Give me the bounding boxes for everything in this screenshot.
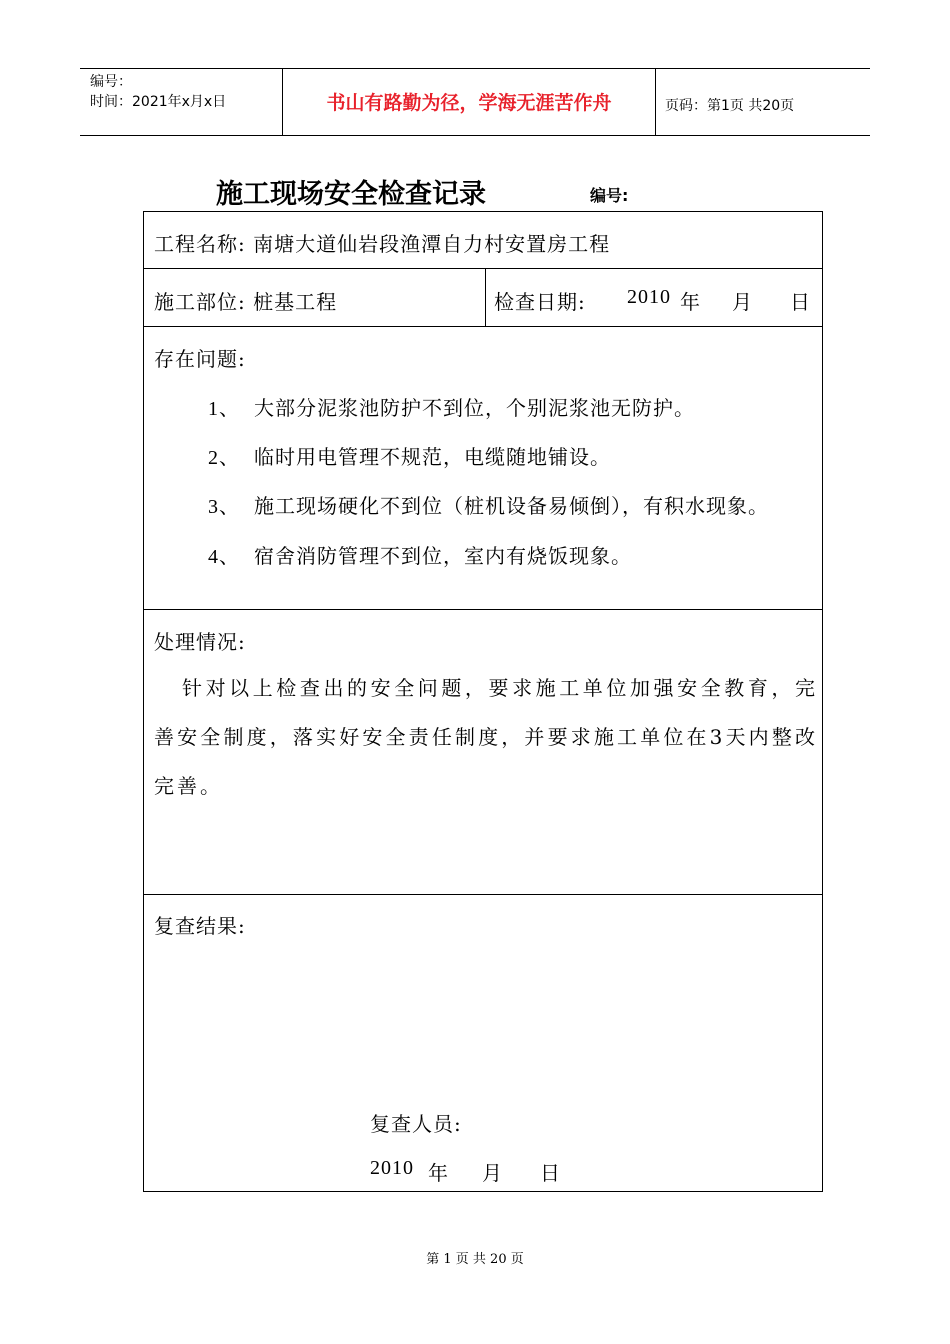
project-name: 工程名称: 南塘大道仙岩段渔潭自力村安置房工程	[154, 232, 611, 256]
problem-item-text: 宿舍消防管理不到位，室内有烧饭现象。	[254, 544, 632, 568]
table-rule-1	[143, 268, 823, 269]
table-rule-4	[143, 894, 823, 895]
header-bottom-rule	[80, 135, 870, 136]
header-page-info: 页码：第1页 共20页	[665, 98, 795, 114]
header-motto: 书山有路勤为径，学海无涯苦作舟	[326, 92, 612, 114]
reviewer-label: 复查人员:	[370, 1112, 462, 1136]
inspection-date-label: 检查日期:	[494, 290, 586, 314]
table-date-divider	[485, 268, 486, 326]
review-date-month-unit: 月	[482, 1161, 503, 1185]
review-heading: 复查结果:	[154, 914, 246, 938]
problem-item-num: 2、	[208, 447, 240, 469]
review-date-year-unit: 年	[428, 1161, 449, 1185]
handling-heading: 处理情况:	[154, 630, 246, 654]
document-number-label: 编号:	[590, 186, 629, 205]
page-footer: 第 1 页 共 20 页	[426, 1252, 524, 1267]
header-number-label: 编号：	[90, 74, 132, 90]
header-top-rule	[80, 68, 870, 69]
inspection-date-month-unit: 月	[732, 290, 753, 314]
problem-item-text: 大部分泥浆池防护不到位，个别泥浆池无防护。	[254, 396, 695, 420]
handling-text: 针对以上检查出的安全问题，要求施工单位加强安全教育，完善安全制度，落实好安全责任制度，并要求施工单位在3天内整改完善。	[154, 676, 818, 798]
inspection-date-year-unit: 年	[680, 290, 701, 314]
document-title: 施工现场安全检查记录	[216, 179, 486, 210]
inspection-date-day-unit: 日	[790, 290, 811, 314]
problem-item-num: 1、	[208, 398, 240, 420]
review-date-year: 2010	[370, 1157, 414, 1179]
review-date-day-unit: 日	[540, 1161, 561, 1185]
problem-item-text: 临时用电管理不规范，电缆随地铺设。	[254, 445, 611, 469]
inspection-date-year: 2010	[627, 286, 671, 308]
problem-item-num: 3、	[208, 496, 240, 518]
table-rule-2	[143, 326, 823, 327]
problem-item-text: 施工现场硬化不到位（桩机设备易倾倒），有积水现象。	[254, 494, 769, 518]
header-divider-right	[655, 68, 656, 135]
header-time-label: 时间：2021年x月x日	[90, 94, 227, 110]
construction-part: 施工部位: 桩基工程	[154, 290, 338, 314]
problem-item-num: 4、	[208, 546, 240, 568]
table-rule-3	[143, 609, 823, 610]
problems-heading: 存在问题:	[154, 347, 246, 371]
